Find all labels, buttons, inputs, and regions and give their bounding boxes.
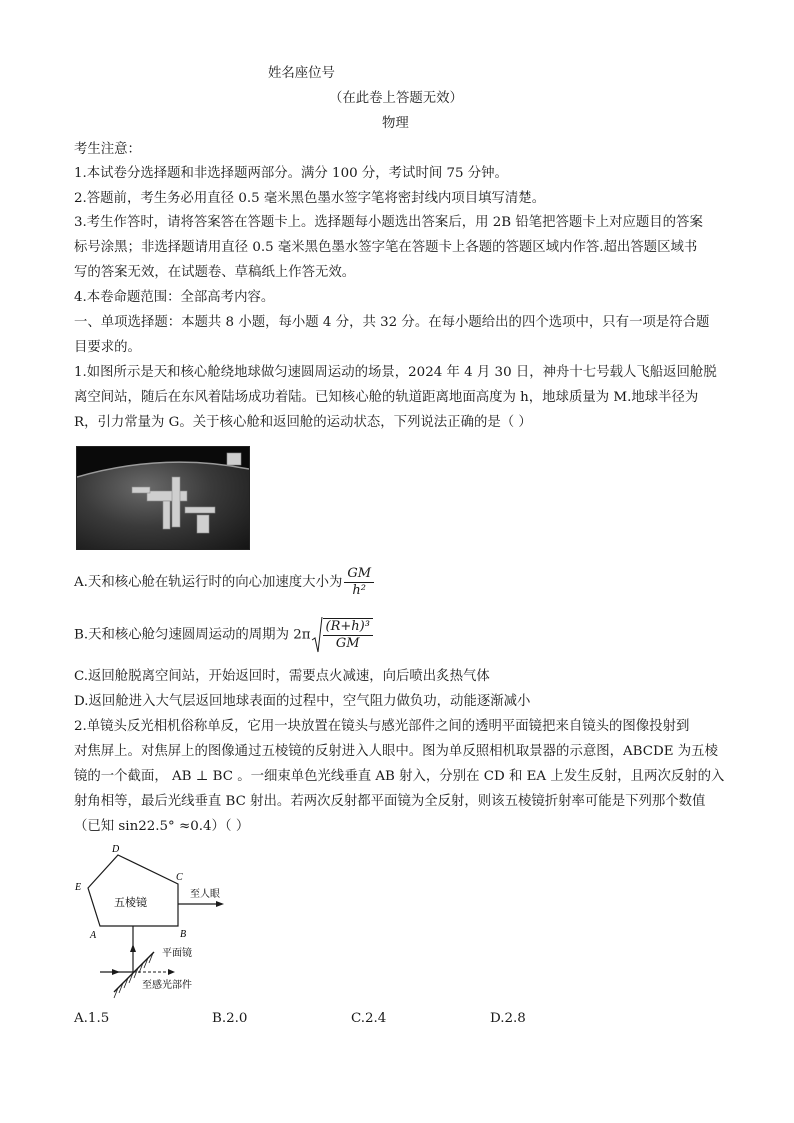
instruction-item: 4.本卷命题范围：全部高考内容。 bbox=[74, 290, 275, 305]
pentaprism-outline bbox=[88, 855, 178, 926]
fraction-denominator: h² bbox=[352, 583, 366, 598]
no-answer-note: （在此卷上答题无效） bbox=[329, 91, 463, 106]
fraction-rh3-gm bbox=[323, 618, 373, 652]
q2-option-a[interactable]: A.1.5 bbox=[74, 1011, 110, 1026]
q2-stem: 射角相等，最后光线垂直 BC 射出。若两次反射都平面镜为全反射，则该五棱镜折射率可能是下列那个数值 bbox=[74, 794, 706, 809]
q1-option-a[interactable] bbox=[74, 566, 374, 599]
arrow-right-icon bbox=[112, 969, 120, 975]
eye-label: 至人眼 bbox=[190, 889, 220, 900]
q2-stem: 2.单镜头反光相机俗称单反，它用一块放置在镜头与感光部件之间的透明平面镜把来自镜头的图像投射到 bbox=[74, 719, 690, 734]
q1-option-c[interactable]: C.返回舱脱离空间站，开始返回时，需要点火减速，向后喷出炙热气体 bbox=[74, 669, 490, 684]
q1-option-d[interactable]: D.返回舱进入大气层返回地球表面的过程中，空气阻力做负功，动能逐渐减小 bbox=[74, 694, 531, 709]
q2-stem: （已知 sin22.5° ≈0.4）（ ） bbox=[74, 819, 250, 834]
q2-option-c[interactable]: C.2.4 bbox=[351, 1011, 387, 1026]
vertex-a-label: A bbox=[90, 930, 97, 941]
mirror-label: 平面镜 bbox=[162, 948, 192, 959]
instruction-item: 2.答题前，考生务必用直径 0.5 毫米黑色墨水签字笔将密封线内项目填写清楚。 bbox=[74, 191, 546, 206]
q2-option-b[interactable]: B.2.0 bbox=[212, 1011, 248, 1026]
vertex-c-label: C bbox=[176, 872, 183, 883]
pentaprism-diagram bbox=[70, 840, 250, 1000]
instruction-item: 1.本试卷分选择题和非选择题两部分。满分 100 分，考试时间 75 分钟。 bbox=[74, 166, 508, 181]
vertex-b-label: B bbox=[180, 929, 187, 940]
option-b-text: B.天和核心舱匀速圆周运动的周期为 2π bbox=[74, 627, 311, 643]
instructions-title: 考生注意： bbox=[74, 142, 141, 157]
arrow-up-icon bbox=[130, 944, 136, 952]
fraction-denominator: GM bbox=[335, 636, 360, 651]
q2-stem: 对焦屏上。对焦屏上的图像通过五棱镜的反射进入人眼中。图为单反照相机取景器的示意图，ABCDE 为五棱 bbox=[74, 744, 718, 759]
space-station-photo bbox=[76, 446, 250, 550]
name-seat-label: 姓名座位号 bbox=[268, 66, 335, 81]
option-a-text: A.天和核心舱在轨运行时的向心加速度大小为 bbox=[74, 575, 343, 590]
section-heading-cont: 目要求的。 bbox=[74, 340, 141, 355]
sensor-label: 至感光部件 bbox=[142, 980, 192, 991]
q2-stem: 镜的一个截面， AB ⊥ BC 。一细束单色光线垂直 AB 射入，分别在 CD 和 EA 上发生反射，且两次反射的入 bbox=[74, 769, 725, 784]
arrow-right-icon bbox=[168, 969, 175, 975]
vertex-e-label: E bbox=[75, 882, 82, 893]
fraction-numerator: GM bbox=[344, 566, 374, 583]
q1-stem: 1.如图所示是天和核心舱绕地球做匀速圆周运动的场景，2024 年 4 月 30 日，神舟十七号载人飞船返回舱脱 bbox=[74, 365, 717, 380]
sqrt-sign-icon bbox=[311, 616, 323, 654]
arrow-right-icon bbox=[216, 901, 224, 907]
space-station-illustration bbox=[77, 447, 249, 549]
fraction-numerator: (R+h)³ bbox=[323, 619, 373, 636]
instruction-item: 写的答案无效，在试题卷、草稿纸上作答无效。 bbox=[74, 265, 356, 280]
instruction-item: 标号涂黑；非选择题请用直径 0.5 毫米黑色墨水签字笔在答题卡上各题的答题区域内作答.超出答题区域书 bbox=[74, 240, 698, 255]
q1-stem: R，引力常量为 G。关于核心舱和返回舱的运动状态，下列说法正确的是（ ） bbox=[74, 415, 532, 430]
section-heading: 一、单项选择题：本题共 8 小题，每小题 4 分，共 32 分。在每小题给出的四个选项中，只有一项是符合题 bbox=[74, 315, 710, 330]
q2-option-d[interactable]: D.2.8 bbox=[490, 1011, 526, 1026]
fraction-gm-h2 bbox=[344, 566, 374, 599]
subject-title: 物理 bbox=[382, 116, 409, 131]
prism-label: 五棱镜 bbox=[114, 896, 147, 909]
instruction-item: 3.考生作答时，请将答案答在答题卡上。选择题每小题选出答案后，用 2B 铅笔把答题卡上对应题目的答案 bbox=[74, 215, 703, 230]
sqrt-expression bbox=[311, 616, 373, 654]
q1-stem: 离空间站，随后在东风着陆场成功着陆。已知核心舱的轨道距离地面高度为 h，地球质量为 M.地球半径为 bbox=[74, 390, 699, 405]
q1-option-b[interactable] bbox=[74, 616, 373, 654]
vertex-d-label: D bbox=[112, 844, 120, 855]
